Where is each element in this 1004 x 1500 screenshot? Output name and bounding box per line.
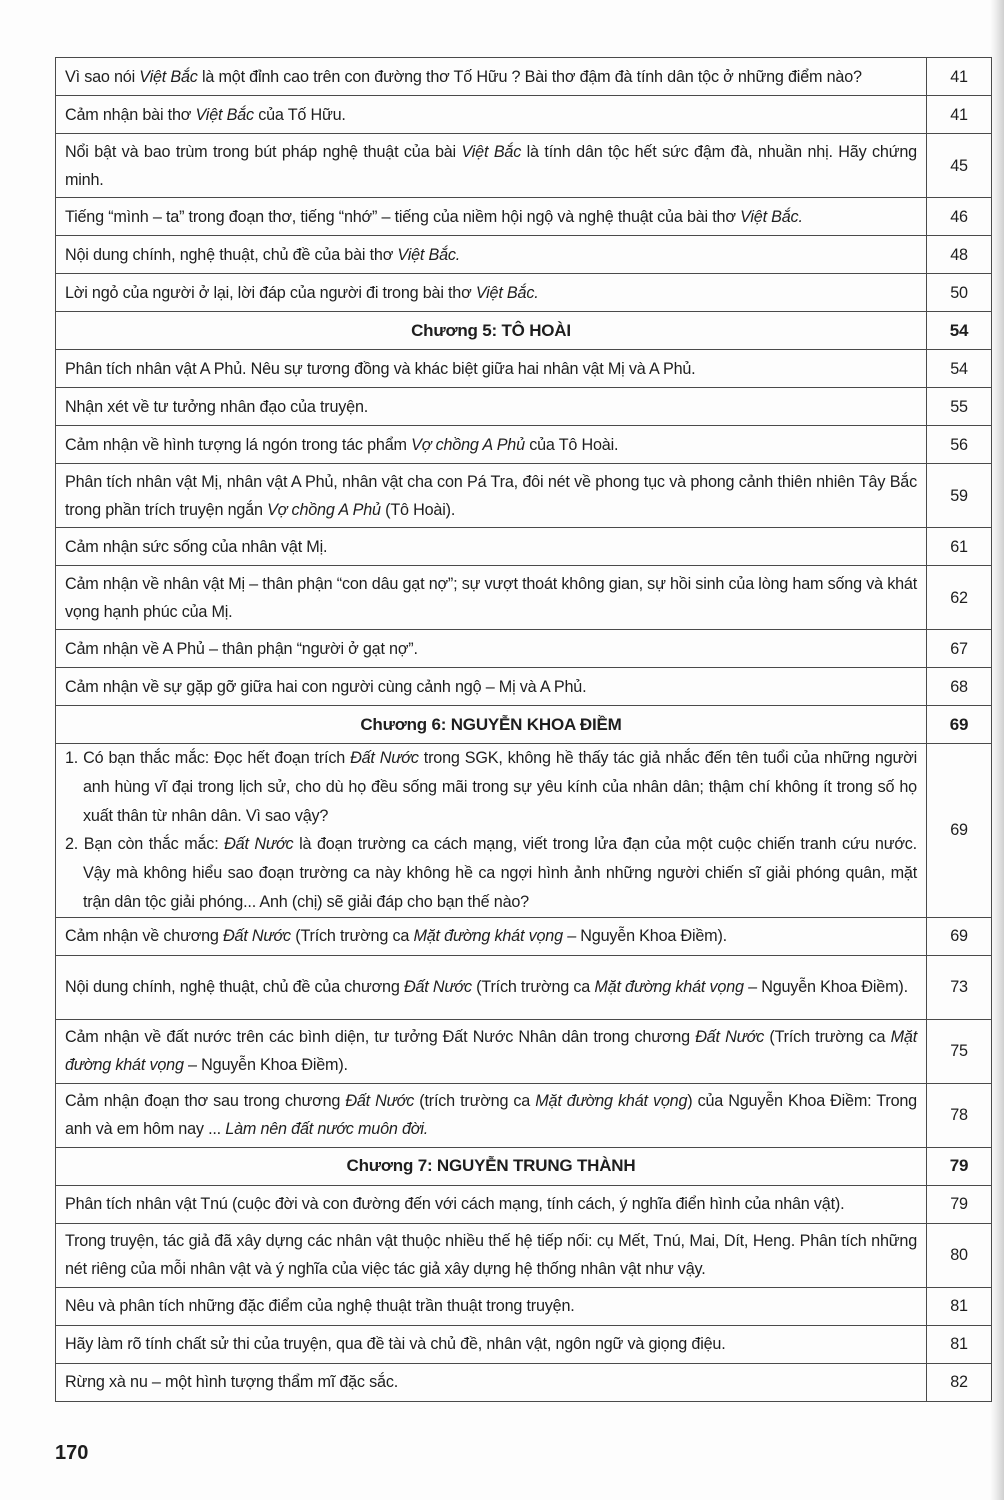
page-ref: 59 <box>927 464 992 528</box>
text-run: 1. Có bạn thắc mắc: Đọc hết đoạn trích <box>65 749 351 767</box>
text-run: là một đỉnh cao trên con đường thơ Tố Hữu ? Bài thơ đậm đà tính dân tộc ở những điểm nào? <box>197 67 862 86</box>
page-ref: 82 <box>927 1363 992 1401</box>
page-ref: 69 <box>927 706 992 744</box>
text-run: (Trích trường ca <box>290 927 414 946</box>
text-run: Phân tích nhân vật Mị, nhân vật A Phủ, nhân vật cha con Pá Tra, đôi nét về phong tục và phong cảnh thiên nhiên Tây Bắc trong phần trích truyện ngắn <box>65 472 917 519</box>
italic-title: Đất Nước <box>345 1092 415 1111</box>
text-run: Nổi bật và bao trùm trong bút pháp nghệ thuật của bài <box>65 142 462 161</box>
chapter-heading-row <box>56 706 992 744</box>
list-item <box>65 744 917 830</box>
page-ref: 50 <box>927 274 992 312</box>
toc-row <box>56 1223 992 1287</box>
toc-row <box>56 274 992 312</box>
toc-row <box>56 566 992 630</box>
toc-entry <box>56 274 927 312</box>
text-run: Cảm nhận về hình tượng lá ngón trong tác phẩm <box>65 435 412 454</box>
text-run: của Tố Hữu. <box>253 105 346 124</box>
text-run: Nội dung chính, nghệ thuật, chủ đề của chương <box>65 978 404 997</box>
text-run: Lời ngỏ của người ở lại, lời đáp của người đi trong bài thơ <box>65 283 476 302</box>
text-run: Cảm nhận về A Phủ – thân phận “người ở gạt nợ”. <box>65 639 418 658</box>
toc-row <box>56 426 992 464</box>
text-run: (Tô Hoài). <box>380 500 456 519</box>
italic-title: Đất Nước <box>223 927 291 946</box>
toc-row <box>56 198 992 236</box>
text-run: – Nguyễn Khoa Điềm). <box>743 978 908 997</box>
toc-row <box>56 350 992 388</box>
toc-entry <box>56 917 927 955</box>
toc-row <box>56 1287 992 1325</box>
page-ref: 79 <box>927 1185 992 1223</box>
toc-row <box>56 134 992 198</box>
chapter-title <box>56 706 927 744</box>
text-run: – Nguyễn Khoa Điềm). <box>562 927 727 946</box>
toc-row <box>56 464 992 528</box>
text-run: Cảm nhận sức sống của nhân vật Mị. <box>65 537 328 556</box>
page-ref: 81 <box>927 1287 992 1325</box>
text-run: là tính dân tộc hết sức đậm đà, nhuần nhị. Hãy chứng minh. <box>65 142 917 189</box>
page-ref: 78 <box>927 1083 992 1147</box>
italic-title: Mặt đường khát vọng <box>594 978 744 997</box>
toc-row <box>56 1083 992 1147</box>
toc-row <box>56 58 992 96</box>
toc-entry <box>56 566 927 630</box>
page-ref: 45 <box>927 134 992 198</box>
page-ref: 81 <box>927 1325 992 1363</box>
toc-row <box>56 1325 992 1363</box>
page-ref: 67 <box>927 630 992 668</box>
toc-entry <box>56 1083 927 1147</box>
text-run: Nội dung chính, nghệ thuật, chủ đề của bài thơ <box>65 245 398 264</box>
toc-entry <box>56 350 927 388</box>
page-ref: 80 <box>927 1223 992 1287</box>
text-run: Hãy làm rõ tính chất sử thi của truyện, qua đề tài và chủ đề, nhân vật, ngôn ngữ và giọng điệu. <box>65 1335 726 1354</box>
page-ref: 54 <box>927 312 992 350</box>
toc-row <box>56 668 992 706</box>
toc-entry <box>56 1223 927 1287</box>
italic-title: Việt Bắc. <box>397 245 461 264</box>
toc-entry <box>56 134 927 198</box>
toc-entry <box>56 96 927 134</box>
toc-entry <box>56 236 927 274</box>
table-of-contents <box>55 57 992 1402</box>
italic-title: Việt Bắc <box>139 67 198 86</box>
page-ref: 62 <box>927 566 992 630</box>
text-run: Phân tích nhân vật Tnú (cuộc đời và con đường đến với cách mạng, tính cách, ý nghĩa điển hình của nhân vật). <box>65 1195 845 1214</box>
italic-title: Mặt đường khát vọng <box>413 927 563 946</box>
text-run: – Nguyễn Khoa Điềm). <box>183 1056 348 1075</box>
page-ref: 56 <box>927 426 992 464</box>
page-ref: 41 <box>927 58 992 96</box>
text-run: (Trích trường ca <box>471 978 595 997</box>
toc-row <box>56 630 992 668</box>
toc-entry <box>56 1363 927 1401</box>
page-number: 170 <box>55 1442 89 1464</box>
text-run: Trong truyện, tác giả đã xây dựng các nhân vật thuộc nhiều thế hệ tiếp nối: cụ Mết, Tnú, Mai, Dít, Heng. Phân tích những nét riêng của mỗi nhân vật và ý nghĩa của việc tác giả xây dựng hệ thống nhân vật như vậy. <box>65 1232 917 1279</box>
text-run: Nêu và phân tích những đặc điểm của nghệ thuật trần thuật trong truyện. <box>65 1297 575 1316</box>
text-run: Chương 7: NGUYỄN TRUNG THÀNH <box>346 1156 636 1176</box>
toc-entry <box>56 58 927 96</box>
page-ref: 69 <box>927 917 992 955</box>
text-run: là đoạn trường ca cách mạng, viết trong lửa đạn của một cuộc chiến tranh cứu nước. Vậy mà không hiểu sao đoạn trường ca này không hề ca ngợi hình ảnh những người chiến sĩ giải phóng quân, mặt trận dân tộc giải phóng... Anh (chị) sẽ giải đáp cho bạn thế nào? <box>83 835 917 911</box>
chapter-heading-row <box>56 312 992 350</box>
toc-row <box>56 1185 992 1223</box>
italic-title: Làm nên đất nước muôn đời. <box>225 1120 429 1139</box>
toc-row <box>56 1019 992 1083</box>
text-run: trong SGK, không hề thấy tác giả nhắc đến tên tuổi của những người anh hùng vĩ đại trong lịch sử, cho dù họ đều sống mãi trong sự yêu kính của nhân dân; thậm chí không ít trong số họ xuất thân từ nhân dân. Vì sao vậy? <box>83 749 917 825</box>
toc-row <box>56 744 992 918</box>
italic-title: Vợ chồng A Phủ <box>267 500 381 519</box>
toc-entry-list <box>56 744 927 918</box>
text-run: Phân tích nhân vật A Phủ. Nêu sự tương đồng và khác biệt giữa hai nhân vật Mị và A Phủ. <box>65 359 696 378</box>
italic-title: Vợ chồng A Phủ <box>411 435 525 454</box>
toc-row <box>56 96 992 134</box>
text-run: Cảm nhận đoạn thơ sau trong chương <box>65 1092 346 1111</box>
text-run: của Tô Hoài. <box>524 435 619 454</box>
toc-entry <box>56 528 927 566</box>
page-edge-shadow <box>990 0 1004 1500</box>
text-run: Nhận xét về tư tưởng nhân đạo của truyện. <box>65 397 369 416</box>
page-ref: 54 <box>927 350 992 388</box>
chapter-title <box>56 1147 927 1185</box>
text-run: ) của Nguyễn Khoa Điềm: Trong anh và em hôm nay ... <box>65 1092 917 1139</box>
toc-entry <box>56 668 927 706</box>
toc-row <box>56 528 992 566</box>
text-run: 2. Bạn còn thắc mắc: <box>65 835 225 854</box>
page-ref: 69 <box>927 744 992 918</box>
page-ref: 68 <box>927 668 992 706</box>
text-run: Chương 5: TÔ HOÀI <box>411 320 571 340</box>
text-run: (Trích trường ca <box>764 1028 891 1047</box>
italic-title: Đất Nước <box>403 978 472 997</box>
text-run: Cảm nhận về chương <box>65 927 224 946</box>
italic-title: Mặt đường khát vọng <box>65 1028 917 1075</box>
text-run: Vì sao nói <box>65 67 140 86</box>
italic-title: Đất Nước <box>224 835 294 854</box>
page-ref: 46 <box>927 198 992 236</box>
text-run: Cảm nhận về nhân vật Mị – thân phận “con dâu gạt nợ”; sự vượt thoát không gian, sự hồi sinh của lòng ham sống và khát vọng hạnh phúc của Mị. <box>65 574 917 621</box>
toc-row <box>56 1363 992 1401</box>
toc-row <box>56 917 992 955</box>
page-ref: 61 <box>927 528 992 566</box>
toc-entry <box>56 1019 927 1083</box>
toc-entry <box>56 1287 927 1325</box>
toc-entry <box>56 426 927 464</box>
italic-title: Mặt đường khát vọng <box>535 1092 688 1111</box>
toc-row <box>56 388 992 426</box>
toc-row <box>56 236 992 274</box>
toc-entry <box>56 1185 927 1223</box>
page-ref: 48 <box>927 236 992 274</box>
italic-title: Việt Bắc. <box>740 207 803 226</box>
toc-entry <box>56 955 927 1019</box>
toc-entry <box>56 388 927 426</box>
italic-title: Việt Bắc. <box>475 283 539 302</box>
page-ref: 41 <box>927 96 992 134</box>
toc-row <box>56 955 992 1019</box>
page-ref: 55 <box>927 388 992 426</box>
toc-entry <box>56 464 927 528</box>
toc-entry <box>56 1325 927 1363</box>
page-ref: 75 <box>927 1019 992 1083</box>
toc-entry <box>56 630 927 668</box>
italic-title: Việt Bắc <box>461 142 522 161</box>
italic-title: Đất Nước <box>350 749 419 767</box>
toc-entry <box>56 198 927 236</box>
text-run: Cảm nhận về đất nước trên các bình diện, tư tưởng Đất Nước Nhân dân trong chương <box>65 1028 696 1047</box>
text-run: Tiếng “mình – ta” trong đoạn thơ, tiếng “nhớ” – tiếng của niềm hội ngộ và nghệ thuật của bài thơ <box>65 207 741 226</box>
text-run: Rừng xà nu – một hình tượng thẩm mĩ đặc sắc. <box>65 1373 399 1392</box>
italic-title: Đất Nước <box>695 1028 765 1047</box>
text-run: (trích trường ca <box>414 1092 536 1111</box>
page-ref: 79 <box>927 1147 992 1185</box>
chapter-heading-row <box>56 1147 992 1185</box>
text-run: Chương 6: NGUYỄN KHOA ĐIỀM <box>360 714 622 734</box>
text-run: Cảm nhận bài thơ <box>65 105 196 124</box>
italic-title: Việt Bắc <box>195 105 254 124</box>
chapter-title <box>56 312 927 350</box>
toc-body <box>56 58 992 1402</box>
text-run: Cảm nhận về sự gặp gỡ giữa hai con người cùng cảnh ngộ – Mị và A Phủ. <box>65 677 587 696</box>
list-item <box>65 830 917 916</box>
page-ref: 73 <box>927 955 992 1019</box>
